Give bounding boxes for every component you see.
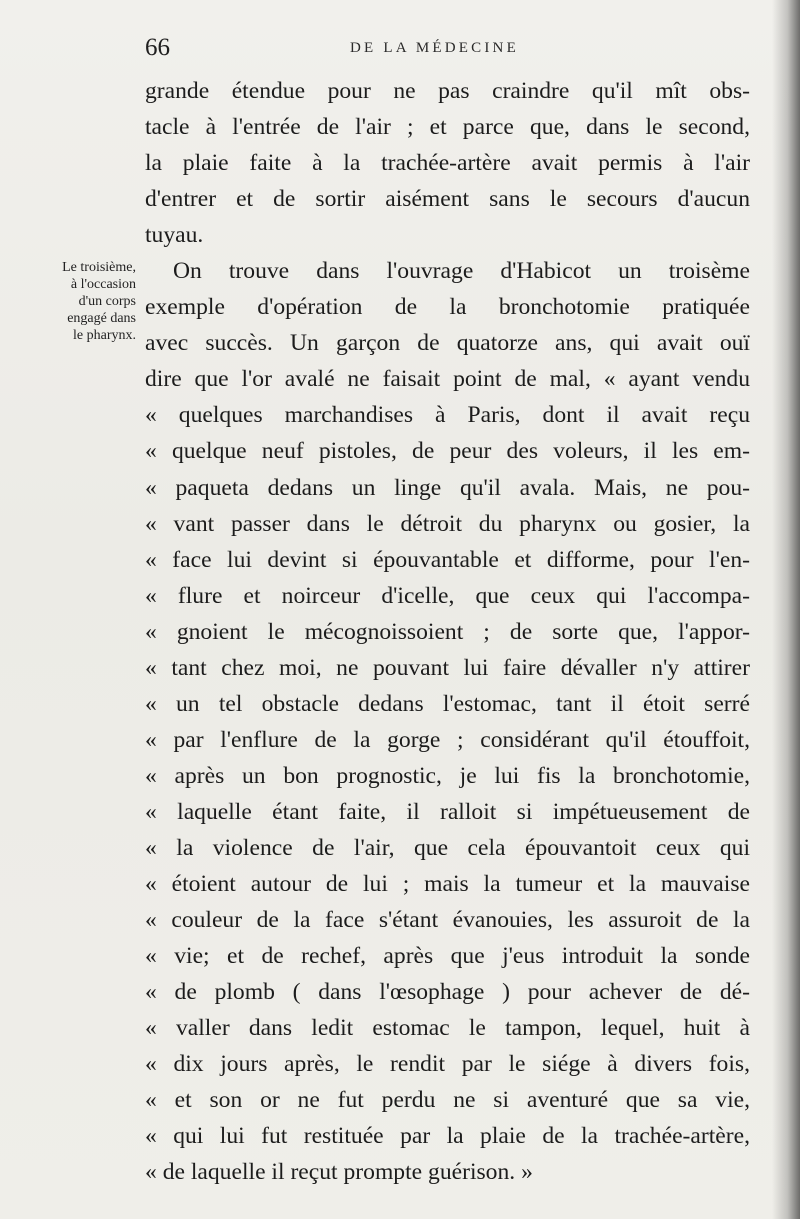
text-line: exemple d'opération de la bronchotomie pratiquée <box>145 294 750 321</box>
running-head: DE LA MÉDECINE <box>350 40 519 56</box>
page-edge-shadow <box>772 0 800 1219</box>
text-line: « dix jours après, le rendit par le siége à divers fois, <box>145 1051 750 1078</box>
text-line: On trouve dans l'ouvrage d'Habicot un troisème <box>173 258 750 285</box>
text-line: « par l'enflure de la gorge ; considérant qu'il étouffoit, <box>145 726 750 753</box>
text-line: « flure et noirceur d'icelle, que ceux qui l'accompa- <box>145 582 750 609</box>
text-line: « valler dans ledit estomac le tampon, lequel, huit à <box>145 1015 750 1042</box>
text-line: tacle à l'entrée de l'air ; et parce que, dans le second, <box>145 114 750 141</box>
text-line: d'entrer et de sortir aisément sans le secours d'aucun <box>145 186 750 213</box>
body-text <box>145 76 750 1193</box>
margin-note-line: d'un corps <box>78 294 136 309</box>
text-line: la plaie faite à la trachée-artère avait permis à l'air <box>145 150 750 177</box>
page-header <box>145 34 565 66</box>
text-line: « vie; et de rechef, après que j'eus introduit la sonde <box>145 943 750 970</box>
text-line: « face lui devint si épouvantable et difforme, pour l'en- <box>145 546 750 573</box>
margin-note <box>8 259 136 344</box>
text-line: « tant chez moi, ne pouvant lui faire dévaller n'y attirer <box>145 654 750 681</box>
text-line: « et son or ne fut perdu ne si aventuré que sa vie, <box>145 1087 750 1114</box>
text-line: « après un bon prognostic, je lui fis la bronchotomie, <box>145 762 750 789</box>
margin-note-line: le pharynx. <box>73 328 136 343</box>
text-line: « paqueta dedans un linge qu'il avala. Mais, ne pou- <box>145 474 750 501</box>
text-line: dire que l'or avalé ne faisait point de mal, « ayant vendu <box>145 366 750 393</box>
text-line: « de laquelle il reçut prompte guérison. » <box>145 1159 533 1186</box>
text-line: « vant passer dans le détroit du pharynx ou gosier, la <box>145 510 750 537</box>
text-line: « quelques marchandises à Paris, dont il avait reçu <box>145 402 750 429</box>
margin-note-line: engagé dans <box>67 311 136 326</box>
margin-note-line: Le troisième, <box>62 260 136 275</box>
margin-note-line: à l'occasion <box>70 277 136 292</box>
text-line: « laquelle étant faite, il ralloit si impétueusement de <box>145 798 750 825</box>
text-line: « étoient autour de lui ; mais la tumeur et la mauvaise <box>145 871 750 898</box>
text-line: « quelque neuf pistoles, de peur des voleurs, il les em- <box>145 438 750 465</box>
text-line: « un tel obstacle dedans l'estomac, tant il étoit serré <box>145 690 750 717</box>
text-line: avec succès. Un garçon de quatorze ans, qui avait ouï <box>145 330 750 357</box>
text-line: « qui lui fut restituée par la plaie de la trachée-artère, <box>145 1123 750 1150</box>
text-line: « de plomb ( dans l'œsophage ) pour achever de dé- <box>145 979 750 1006</box>
text-line: tuyau. <box>145 222 204 249</box>
page-number: 66 <box>145 34 170 61</box>
text-line: « couleur de la face s'étant évanouies, les assuroit de la <box>145 907 750 934</box>
text-line: « gnoient le mécognoissoient ; de sorte que, l'appor- <box>145 618 750 645</box>
text-line: « la violence de l'air, que cela épouvantoit ceux qui <box>145 834 750 861</box>
text-line: grande étendue pour ne pas craindre qu'il mît obs- <box>145 78 750 104</box>
